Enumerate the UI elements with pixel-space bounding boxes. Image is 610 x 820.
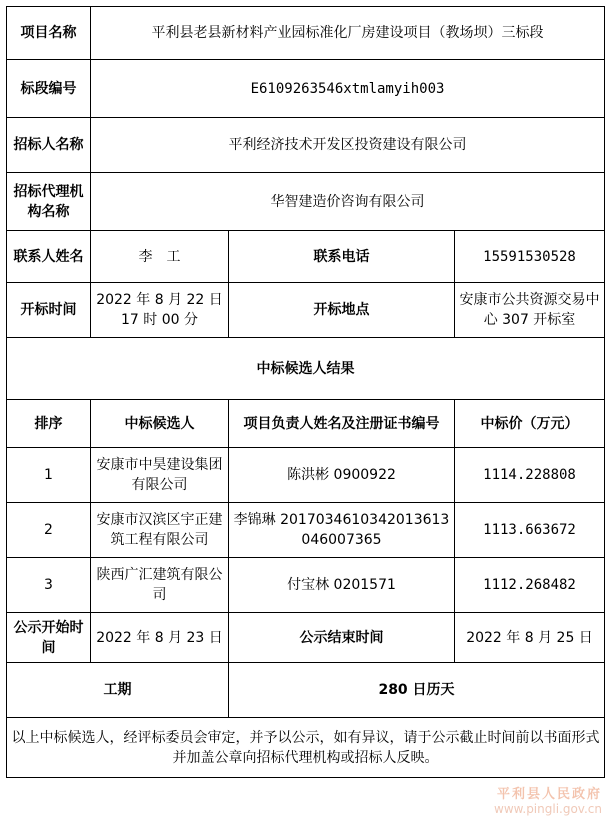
row-publicity	[7, 613, 605, 663]
phone-label: 联系电话	[229, 231, 455, 283]
tenderer-label: 招标人名称	[7, 118, 91, 173]
phone-value: 15591530528	[455, 231, 605, 283]
duration-label: 工期	[7, 663, 229, 718]
row-tenderer	[7, 118, 605, 173]
table-row	[7, 503, 605, 558]
candidate-name: 陕西广汇建筑有限公司	[91, 558, 229, 613]
duration-value: 280 日历天	[229, 663, 605, 718]
candidate-rank: 3	[7, 558, 91, 613]
contact-label: 联系人姓名	[7, 231, 91, 283]
publicity-start-label: 公示开始时间	[7, 613, 91, 663]
contact-value: 李 工	[91, 231, 229, 283]
candidate-name: 安康市汉滨区宇正建筑工程有限公司	[91, 503, 229, 558]
site-watermark	[494, 788, 602, 816]
candidate-manager: 陈洪彬 0900922	[229, 448, 455, 503]
opening-time-label: 开标时间	[7, 283, 91, 338]
candidate-price: 1112.268482	[455, 558, 605, 613]
row-opening	[7, 283, 605, 338]
candidate-rank: 1	[7, 448, 91, 503]
row-agency	[7, 173, 605, 231]
project-name-value: 平利县老县新材料产业园标准化厂房建设项目（教场坝）三标段	[91, 7, 605, 60]
results-header-row	[7, 400, 605, 448]
publicity-end-label: 公示结束时间	[229, 613, 455, 663]
table-row	[7, 558, 605, 613]
candidate-rank: 2	[7, 503, 91, 558]
candidate-manager: 付宝林 0201571	[229, 558, 455, 613]
opening-place-value: 安康市公共资源交易中心 307 开标室	[455, 283, 605, 338]
header-rank: 排序	[7, 400, 91, 448]
opening-place-label: 开标地点	[229, 283, 455, 338]
row-note	[7, 718, 605, 778]
candidate-price: 1113.663672	[455, 503, 605, 558]
row-results-title	[7, 338, 605, 400]
header-price: 中标价（万元）	[455, 400, 605, 448]
watermark-brand: 平利县人民政府	[496, 787, 602, 802]
opening-time-value: 2022 年 8 月 22 日 17 时 00 分	[91, 283, 229, 338]
candidate-manager: 李锦琳 201703461034201361304600736​5	[229, 503, 455, 558]
header-candidate: 中标候选人	[91, 400, 229, 448]
results-title: 中标候选人结果	[7, 338, 605, 400]
publicity-end-value: 2022 年 8 月 25 日	[455, 613, 605, 663]
publicity-start-value: 2022 年 8 月 23 日	[91, 613, 229, 663]
candidate-name: 安康市中昊建设集团有限公司	[91, 448, 229, 503]
table-row	[7, 448, 605, 503]
agency-value: 华智建造价咨询有限公司	[91, 173, 605, 231]
publicity-note: 以上中标候选人，经评标委员会审定，并予以公示，如有异议，请于公示截止时间前以书面形式并加盖公章向招标代理机构或招标人反映。	[7, 718, 605, 778]
agency-label: 招标代理机构名称	[7, 173, 91, 231]
section-code-value: E6109263546xtmlamyih003	[91, 60, 605, 118]
header-manager: 项目负责人姓名及注册证书编号	[229, 400, 455, 448]
project-name-label: 项目名称	[7, 7, 91, 60]
row-project-name	[7, 7, 605, 60]
tenderer-value: 平利经济技术开发区投资建设有限公司	[91, 118, 605, 173]
bid-result-table	[6, 6, 605, 778]
row-duration	[7, 663, 605, 718]
row-contact	[7, 231, 605, 283]
row-section-code	[7, 60, 605, 118]
candidate-price: 1114.228808	[455, 448, 605, 503]
section-code-label: 标段编号	[7, 60, 91, 118]
watermark-url: www.pingli.gov.cn	[494, 802, 602, 816]
